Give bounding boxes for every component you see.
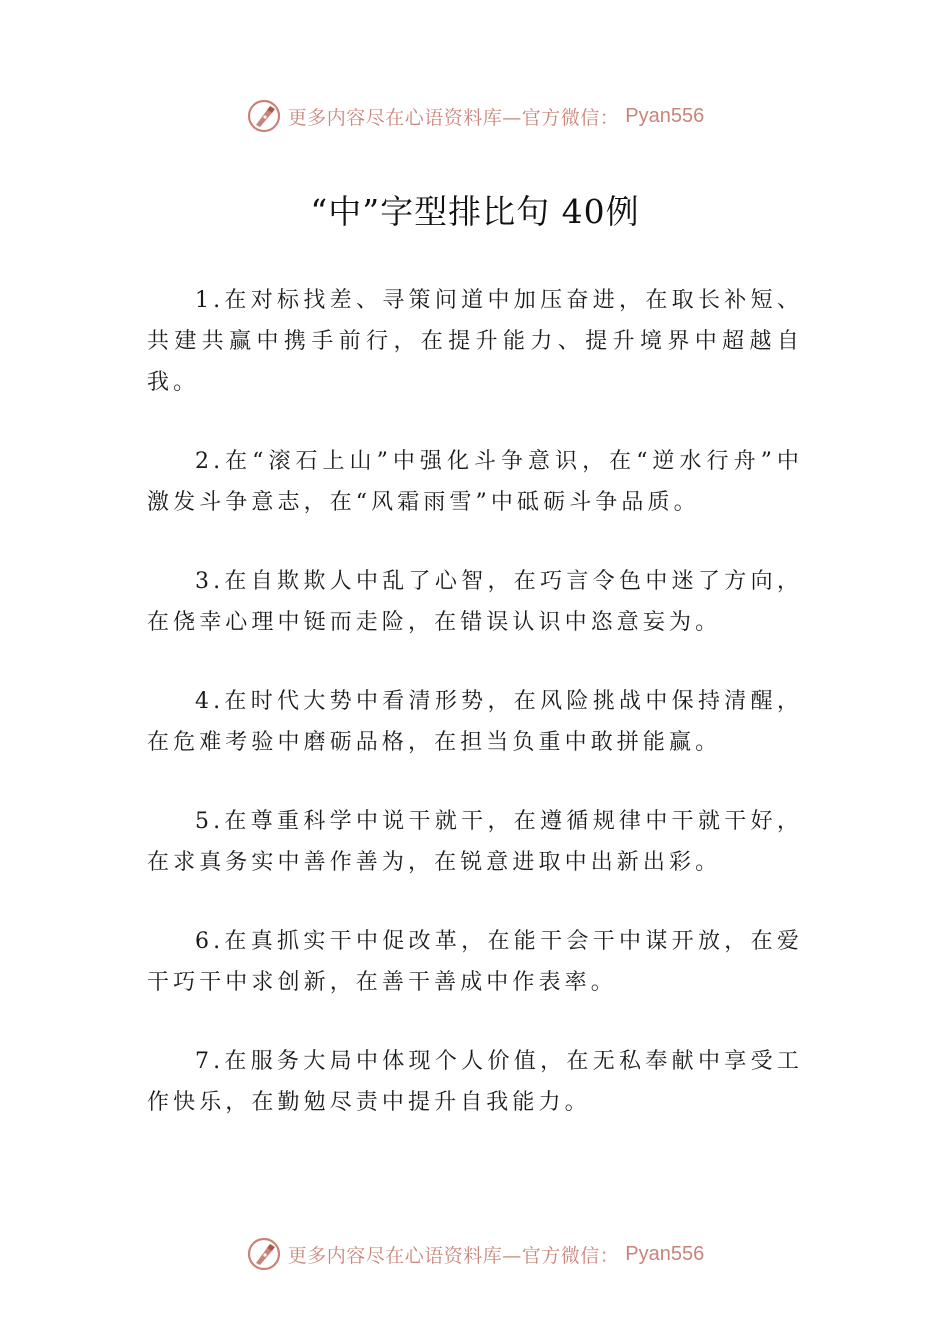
document-title: “中”字型排比句 40例: [310, 192, 640, 231]
watermark-wechat-id: Pyan556: [625, 1242, 705, 1265]
list-item: 7.在服务大局中体现个人价值，在无私奉献中享受工作快乐，在勤勉尽责中提升自我能力。: [147, 1049, 803, 1115]
list-item: 2.在“滚石上山”中强化斗争意识，在“逆水行舟”中激发斗争意志，在“风霜雨雪”中砥砺斗争品质。: [147, 449, 803, 515]
pen-nib-logo-icon: [246, 1236, 282, 1272]
list-item: 4.在时代大势中看清形势，在风险挑战中保持清醒，在危难考验中磨砺品格，在担当负重中敢拼能赢。: [147, 689, 803, 755]
watermark-text: 更多内容尽在心语资料库—官方微信：: [287, 1244, 620, 1267]
watermark-text: 更多内容尽在心语资料库—官方微信：: [287, 106, 620, 129]
list-item: 6.在真抓实干中促改革，在能干会干中谋开放，在爱干巧干中求创新，在善干善成中作表率。: [147, 929, 803, 995]
header-watermark: [0, 94, 950, 138]
pen-nib-logo-icon: [246, 98, 282, 134]
watermark-wechat-id: Pyan556: [625, 104, 705, 127]
list-item: 3.在自欺欺人中乱了心智，在巧言令色中迷了方向，在侥幸心理中铤而走险，在错误认识中恣意妄为。: [147, 569, 803, 635]
list-item: 1.在对标找差、寻策问道中加压奋进，在取长补短、共建共赢中携手前行，在提升能力、提升境界中超越自我。: [147, 288, 803, 395]
sentence-list: [147, 280, 803, 1161]
footer-watermark: [0, 1232, 950, 1276]
list-item: 5.在尊重科学中说干就干，在遵循规律中干就干好，在求真务实中善作善为，在锐意进取中出新出彩。: [147, 809, 803, 875]
